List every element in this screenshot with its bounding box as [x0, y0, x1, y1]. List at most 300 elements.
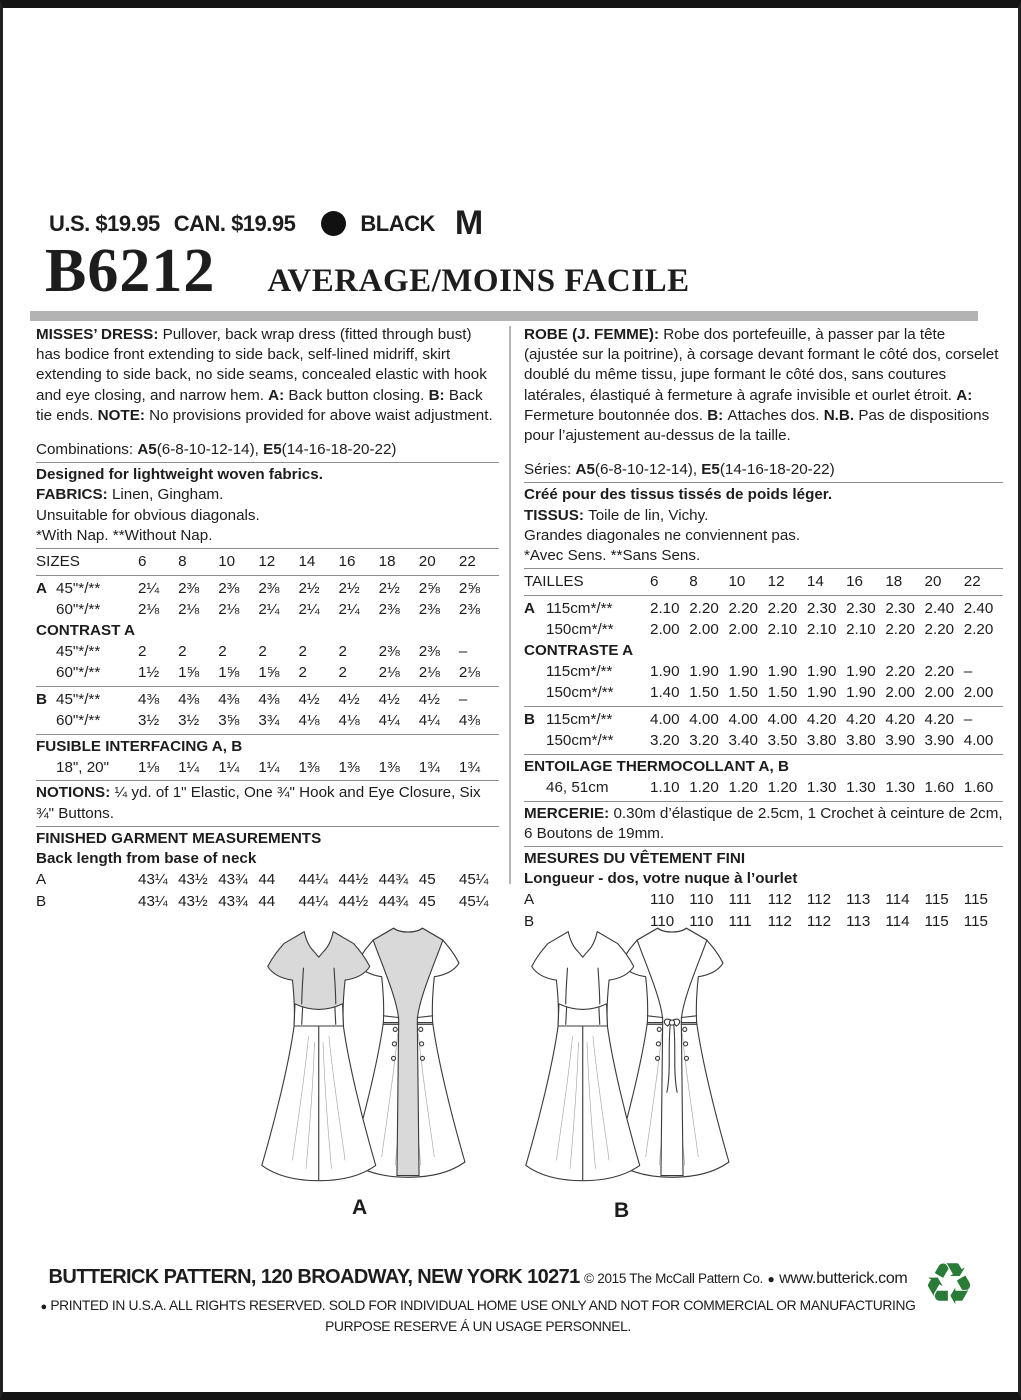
table-cell: 45"*/** — [56, 690, 101, 708]
table-cell: – — [458, 642, 468, 660]
table-cell: 1⅛ — [138, 758, 160, 776]
table-cell: 44½ — [338, 871, 369, 889]
table-cell: 2.00 — [963, 684, 994, 702]
table-cell: 1.90 — [689, 662, 719, 680]
table-cell: 4⅜ — [178, 690, 200, 708]
table-cell: 2 — [218, 642, 227, 660]
table-cell: 2.00 — [885, 684, 915, 702]
table-cell: 1.30 — [846, 779, 876, 797]
table-cell: 110 — [689, 891, 714, 909]
table-cell: 1.30 — [885, 779, 915, 797]
table-cell: 1.50 — [728, 684, 758, 702]
table-cell: 1.90 — [846, 684, 876, 702]
table-cell: 3.40 — [728, 732, 758, 750]
rule — [36, 826, 499, 827]
french-column — [524, 325, 1003, 932]
table-cell: 44¼ — [298, 892, 328, 910]
table-cell: 2⅛ — [218, 601, 240, 619]
rule — [36, 780, 499, 781]
website-url: www.butterick.com — [779, 1270, 908, 1287]
table-cell: 1¾ — [418, 758, 440, 776]
table-cell — [56, 891, 138, 913]
notions-line — [36, 783, 499, 823]
table-cell: 4½ — [418, 690, 440, 708]
table-cell: 3.90 — [885, 732, 915, 750]
table-cell: 112 — [767, 891, 792, 909]
table-cell: 4.20 — [924, 710, 955, 728]
table-cell: 4⅜ — [458, 712, 480, 730]
table-row — [524, 777, 1003, 799]
table-cell: 4½ — [298, 690, 320, 708]
table-cell: 2¼ — [258, 601, 280, 619]
table-cell: 44½ — [338, 892, 369, 910]
rule — [524, 706, 1003, 707]
rule — [524, 568, 1003, 569]
rule — [524, 482, 1003, 483]
table-cell: 2 — [138, 642, 147, 660]
table-cell — [36, 641, 56, 663]
text-segment: A5 — [137, 441, 157, 459]
table-cell: 2.10 — [767, 621, 798, 639]
text-segment: E5 — [701, 461, 720, 479]
recycle-icon: ♻ — [923, 1252, 975, 1317]
rule — [36, 462, 499, 463]
table-cell: 2.20 — [885, 662, 915, 680]
table-cell: 3.20 — [689, 732, 719, 750]
table-cell: 111 — [728, 912, 752, 930]
table-cell: 4.00 — [767, 710, 798, 728]
table-cell: 3½ — [138, 712, 160, 730]
table-cell: 45"*/** — [56, 642, 101, 660]
table-cell: 4¼ — [378, 712, 400, 730]
text-segment: B: — [428, 386, 449, 404]
text-segment: Séries: — [524, 461, 576, 479]
table-cell: 1¼ — [178, 758, 200, 776]
difficulty-rating: AVERAGE/MOINS FACILE — [267, 263, 690, 299]
text-segment: A5 — [575, 461, 595, 479]
text-segment: A: — [268, 386, 289, 404]
table-cell: 1.90 — [806, 684, 837, 702]
text-segment: (14-16-18-20-22) — [719, 461, 835, 479]
table-cell: 1.60 — [963, 779, 994, 797]
table-cell: 4.20 — [806, 710, 837, 728]
table-cell: 150cm*/** — [546, 684, 614, 702]
table-cell: 1.40 — [650, 684, 680, 702]
table-cell: 43¼ — [138, 892, 168, 910]
table-cell: B — [36, 892, 47, 910]
table-cell: 115cm*/** — [546, 662, 613, 680]
rule — [524, 801, 1003, 802]
table-cell: 4.00 — [689, 710, 719, 728]
contraste-section-label: CONTRASTE A — [524, 641, 634, 659]
table-cell: 1¼ — [258, 758, 280, 776]
table-cell: 1.50 — [767, 684, 798, 702]
table-cell: 115 — [924, 912, 949, 930]
table-cell: 1⅜ — [378, 758, 400, 776]
table-cell: 2⅜ — [378, 642, 400, 660]
table-cell: 2⅜ — [418, 642, 440, 660]
table-cell: 2¼ — [338, 601, 360, 619]
nap-line-fr: *Avec Sens. **Sans Sens. — [524, 547, 701, 565]
table-cell: 2.40 — [924, 599, 955, 617]
table-cell: 22 — [458, 553, 476, 571]
rule — [524, 595, 1003, 596]
rule — [36, 575, 499, 576]
table-cell: 4½ — [338, 690, 360, 708]
table-cell: 22 — [963, 573, 981, 591]
table-cell: 2¼ — [298, 601, 320, 619]
text-segment: ¼ yd. of 1" Elastic, One ¾" Hook and Eye Closure, Six ¾" Buttons. — [36, 784, 481, 822]
table-cell: 112 — [767, 912, 792, 930]
table-cell: 60"*/** — [56, 712, 101, 730]
text-segment: Linen, Gingham. — [111, 486, 224, 504]
table-row — [36, 710, 499, 732]
table-cell: B — [524, 710, 535, 728]
table-cell: 2.20 — [885, 621, 915, 639]
table-cell: 10 — [728, 573, 746, 591]
finished-measurements-sub-en: Back length from base of neck — [36, 850, 257, 868]
footer-line-2 — [33, 1298, 923, 1313]
table-cell: 2⅝ — [418, 579, 440, 597]
table-cell: 115 — [924, 891, 949, 909]
table-cell: 4.00 — [650, 710, 680, 728]
contrast-section-label: CONTRAST A — [36, 621, 135, 639]
description-fr — [524, 325, 1003, 446]
rule — [524, 846, 1003, 847]
table-cell: 112 — [806, 912, 832, 930]
table-row — [524, 619, 1003, 641]
table-cell: 113 — [846, 891, 871, 909]
table-cell: 4.20 — [885, 710, 915, 728]
table-cell: – — [458, 690, 468, 708]
table-cell: 1⅝ — [178, 664, 200, 682]
rule — [524, 754, 1003, 755]
nap-line-en: *With Nap. **Without Nap. — [36, 526, 213, 544]
table-row — [36, 869, 499, 891]
table-cell: 12 — [258, 553, 276, 571]
table-cell: 4.20 — [846, 710, 876, 728]
text-segment: Pullover, back wrap dress (fitted through bust) has bodice front extending to side back, self-lined midriff, skirt extending to side back, no side seams, concealed elastic with hook and eye closing, and narrow hem. — [36, 326, 487, 404]
table-cell: 8 — [178, 553, 187, 571]
table-cell: 114 — [885, 891, 910, 909]
table-cell — [524, 661, 546, 683]
table-cell: 1½ — [138, 664, 160, 682]
table-cell: A — [36, 579, 47, 597]
table-cell: SIZES — [36, 553, 80, 571]
text-segment: Pas de dispositions pour l’ajustement au-dessus de la taille. — [524, 406, 990, 445]
figure-type-letter: M — [454, 204, 483, 242]
table-cell — [524, 777, 546, 799]
table-cell: A — [36, 871, 47, 889]
footer-line-3: PURPOSE RESERVE Á UN USAGE PERSONNEL. — [325, 1319, 631, 1334]
unsuitable-line-fr: Grandes diagonales ne conviennent pas. — [524, 526, 801, 544]
table-cell: 18 — [885, 573, 903, 591]
table-cell — [36, 599, 56, 621]
table-cell: 2½ — [338, 579, 360, 597]
table-cell: 43¾ — [218, 871, 248, 889]
table-cell: 1⅝ — [218, 664, 240, 682]
view-a-label: A — [352, 1196, 368, 1219]
table-cell: 2⅜ — [258, 579, 280, 597]
table-cell: – — [963, 710, 973, 728]
table-cell: 111 — [728, 891, 752, 909]
table-cell: 3.20 — [650, 732, 680, 750]
fabrics-line-en — [36, 485, 499, 505]
table-cell: 2 — [298, 642, 307, 660]
table-cell: 1.20 — [767, 779, 798, 797]
price-can: CAN. $19.95 — [173, 210, 296, 236]
table-cell: 1⅜ — [338, 758, 360, 776]
text-segment: Attaches dos. — [727, 406, 824, 424]
publisher-address: BUTTERICK PATTERN, 120 BROADWAY, NEW YORK 10271 — [48, 1266, 580, 1288]
table-cell: 2 — [178, 642, 187, 660]
table-cell: 2½ — [378, 579, 400, 597]
text-segment: (14-16-18-20-22) — [281, 441, 397, 459]
table-cell: 2⅛ — [178, 601, 200, 619]
table-cell: 1.90 — [846, 662, 876, 680]
table-cell: 43½ — [178, 892, 208, 910]
table-cell: 44¾ — [378, 871, 409, 889]
text-segment: ROBE (J. FEMME): — [524, 326, 664, 343]
english-column — [36, 325, 499, 912]
table-cell: 1.60 — [924, 779, 955, 797]
text-segment: B: — [707, 406, 728, 424]
table-cell: 150cm*/** — [546, 732, 614, 750]
table-cell: 2.10 — [806, 621, 837, 639]
table-cell: 2.20 — [728, 599, 758, 617]
table-cell: 2⅛ — [458, 664, 480, 682]
table-cell: 44 — [258, 871, 276, 889]
text-segment: 0.30m d’élastique de 2.5cm, 1 Crochet à ceinture de 2cm, 6 Boutons de 19mm. — [524, 804, 1003, 842]
table-cell: 110 — [689, 912, 714, 930]
copyright-text: © 2015 The McCall Pattern Co. — [584, 1271, 764, 1286]
table-cell: 46, 51cm — [546, 779, 609, 797]
table-cell: 4.00 — [728, 710, 758, 728]
table-cell: B — [524, 912, 535, 930]
table-cell: B — [36, 690, 47, 708]
table-cell: 10 — [218, 553, 236, 571]
table-cell: 2.00 — [689, 621, 719, 639]
table-row — [524, 889, 1003, 911]
table-cell: 150cm*/** — [546, 621, 614, 639]
table-cell: 4⅛ — [298, 712, 320, 730]
table-cell: 1.20 — [689, 779, 719, 797]
table-cell: 2⅜ — [458, 601, 480, 619]
table-cell: 2.10 — [846, 621, 876, 639]
footer — [33, 1266, 923, 1334]
table-cell: 4⅜ — [218, 690, 240, 708]
table-cell: 3.50 — [767, 732, 798, 750]
header-divider-bar — [30, 311, 978, 321]
bullet-icon: ● — [767, 1272, 775, 1286]
unsuitable-line-en: Unsuitable for obvious diagonals. — [36, 506, 260, 524]
table-cell — [36, 710, 56, 732]
table-row — [36, 689, 499, 711]
table-cell: 20 — [924, 573, 942, 591]
table-cell: 2.20 — [767, 599, 798, 617]
text-segment: Toile de lin, Vichy. — [588, 506, 709, 524]
table-cell: 45 — [418, 871, 436, 889]
black-color-dot-icon — [321, 211, 346, 236]
table-cell: 115cm*/** — [546, 710, 613, 728]
table-cell: 3¾ — [258, 712, 280, 730]
table-row — [524, 661, 1003, 683]
fabrics-line-fr — [524, 506, 1003, 526]
table-cell: 2.30 — [885, 599, 915, 617]
color-name: BLACK — [360, 210, 435, 236]
table-cell: 2⅝ — [458, 579, 480, 597]
text-segment: NOTIONS: — [36, 784, 115, 802]
table-cell: 1.90 — [728, 662, 758, 680]
table-row — [36, 578, 499, 600]
table-cell: 2.20 — [963, 621, 994, 639]
price-us: U.S. $19.95 — [49, 210, 160, 236]
view-b-label: B — [614, 1199, 630, 1222]
table-row — [36, 891, 499, 913]
text-segment: (6-8-10-12-14), — [156, 441, 264, 459]
table-cell: 18 — [378, 553, 396, 571]
table-row — [36, 662, 499, 684]
table-cell: 45 — [418, 892, 436, 910]
pattern-number: B6212 — [45, 237, 216, 305]
table-cell — [524, 682, 546, 704]
table-cell: 45"*/** — [56, 579, 101, 597]
table-cell: 115 — [963, 891, 988, 909]
text-segment: Back button closing. — [288, 386, 429, 404]
table-row — [524, 730, 1003, 752]
sizes-table-header — [36, 551, 499, 573]
table-cell: 4⅜ — [138, 690, 160, 708]
text-segment: E5 — [263, 441, 282, 459]
table-cell: 44¼ — [298, 871, 328, 889]
table-cell: 4½ — [378, 690, 400, 708]
table-cell: 43¾ — [218, 892, 248, 910]
table-cell: 2.20 — [924, 662, 955, 680]
dress-line-art — [249, 922, 754, 1192]
text-segment: Fermeture boutonnée dos. — [524, 406, 708, 424]
table-cell: 44 — [258, 892, 276, 910]
table-cell: 44¾ — [378, 892, 409, 910]
table-cell: 1¾ — [458, 758, 480, 776]
table-cell: 4¼ — [418, 712, 440, 730]
table-cell: 1.50 — [689, 684, 719, 702]
table-cell: 2 — [338, 642, 347, 660]
table-cell: 2⅛ — [378, 664, 400, 682]
text-segment: Robe dos portefeuille, à passer par la tête (ajustée sur la poitrine), à corsage devant formant le côté dos, corselet doublé du même tissu, jupe formant le côté dos, sans coutures latérales, élastiqué à fermeture à agrafe invisible et ourlet étroit. — [524, 326, 999, 404]
table-row — [36, 599, 499, 621]
table-cell: 3⅝ — [218, 712, 240, 730]
table-cell: 114 — [885, 912, 910, 930]
table-cell — [36, 757, 56, 779]
table-cell: 1.90 — [650, 662, 680, 680]
table-cell — [524, 619, 546, 641]
table-cell: 43¼ — [138, 871, 168, 889]
table-cell: 6 — [138, 553, 147, 571]
text-segment: No provisions provided for above waist adjustment. — [149, 406, 493, 424]
table-cell: 1.20 — [728, 779, 758, 797]
table-cell: 2⅜ — [218, 579, 240, 597]
footer-line-1 — [33, 1266, 923, 1289]
table-cell: 2.20 — [689, 599, 719, 617]
finished-measurements-sub-fr: Longueur - dos, votre nuque à l’ourlet — [524, 870, 798, 888]
rights-text: PRINTED IN U.S.A. ALL RIGHTS RESERVED. SOLD FOR INDIVIDUAL HOME USE ONLY AND NOT FOR COMMERCIAL OR MANUFACTURING — [50, 1298, 916, 1313]
table-cell: A — [524, 599, 535, 617]
table-cell: 2 — [338, 664, 347, 682]
table-cell: 1⅜ — [298, 758, 320, 776]
table-cell: 2½ — [298, 579, 320, 597]
entoilage-section-label: ENTOILAGE THERMOCOLLANT A, B — [524, 757, 789, 775]
text-segment: (6-8-10-12-14), — [594, 461, 702, 479]
table-cell: 60"*/** — [56, 601, 101, 619]
text-segment: N.B. — [823, 406, 859, 424]
table-cell: – — [963, 662, 973, 680]
title-row — [45, 236, 690, 307]
text-segment: MERCERIE: — [524, 804, 614, 822]
table-cell: 112 — [806, 891, 832, 909]
table-cell: 3.80 — [846, 732, 876, 750]
table-cell: 2.00 — [924, 684, 955, 702]
table-cell: 110 — [650, 891, 675, 909]
table-row — [524, 682, 1003, 704]
table-cell: 2.00 — [728, 621, 758, 639]
table-cell: 1.10 — [650, 779, 680, 797]
table-cell: 43½ — [178, 871, 208, 889]
table-cell: 113 — [846, 912, 871, 930]
table-cell: 2 — [298, 664, 307, 682]
designed-line-en: Designed for lightweight woven fabrics. — [36, 466, 323, 484]
table-cell: 16 — [338, 553, 356, 571]
table-cell: 1.90 — [806, 662, 837, 680]
table-cell: 1⅝ — [258, 664, 280, 682]
table-cell: 12 — [767, 573, 785, 591]
table-cell: 45¼ — [458, 892, 489, 910]
table-cell — [36, 662, 56, 684]
table-cell: 110 — [650, 912, 675, 930]
table-cell: 45¼ — [458, 871, 489, 889]
series-line — [524, 460, 1003, 480]
table-cell — [546, 889, 650, 911]
table-cell: A — [524, 891, 535, 909]
table-cell: 115cm*/** — [546, 599, 613, 617]
table-cell: 2⅜ — [178, 579, 200, 597]
table-row — [36, 757, 499, 779]
tailles-table-header — [524, 571, 1003, 593]
combinations-line — [36, 440, 499, 460]
table-cell: 14 — [806, 573, 824, 591]
table-cell: 3.80 — [806, 732, 837, 750]
bullet-icon: ● — [40, 1301, 47, 1313]
table-cell: 3½ — [178, 712, 200, 730]
designed-line-fr: Créé pour des tissus tissés de poids léger. — [524, 486, 833, 504]
text-segment: NOTE: — [97, 406, 150, 424]
column-divider — [509, 326, 511, 884]
table-cell: 115 — [963, 912, 988, 930]
table-cell: 1¼ — [218, 758, 240, 776]
finished-measurements-title-fr: MESURES DU VÊTEMENT FINI — [524, 850, 746, 868]
table-cell: 18", 20" — [56, 758, 110, 776]
table-cell: 2¼ — [138, 579, 160, 597]
table-cell — [524, 730, 546, 752]
table-cell: 16 — [846, 573, 864, 591]
table-cell: 2.20 — [924, 621, 955, 639]
interfacing-section-label: FUSIBLE INTERFACING A, B — [36, 737, 243, 755]
table-cell: 4.00 — [963, 732, 994, 750]
table-cell — [56, 869, 138, 891]
rule — [36, 686, 499, 687]
text-segment: Combinations: — [36, 441, 138, 459]
table-cell: 20 — [418, 553, 436, 571]
table-cell: 2.10 — [650, 599, 680, 617]
